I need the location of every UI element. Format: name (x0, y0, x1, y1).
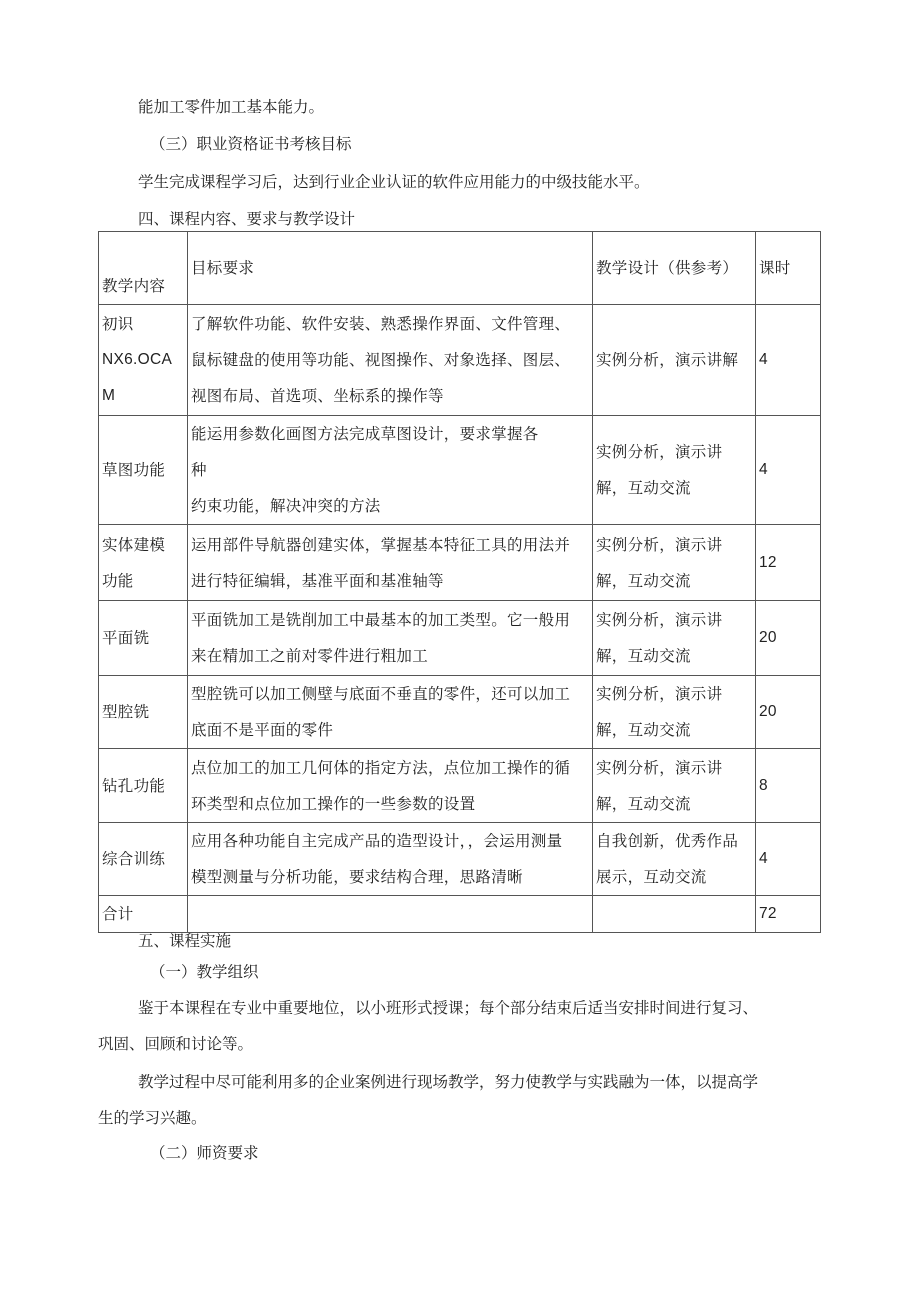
section-heading-certification: （三）职业资格证书考核目标 (150, 135, 352, 153)
row-hours: 4 (756, 416, 821, 525)
total-design-empty (593, 896, 756, 933)
content-line: 综合训练 (102, 850, 166, 868)
row-goal (188, 601, 593, 676)
design-line: 解，互动交流 (596, 479, 691, 497)
content-line: 平面铣 (102, 629, 150, 647)
content-line: 初识 (102, 315, 134, 333)
table-row (99, 525, 821, 601)
goal-line: 点位加工的加工几何体的指定方法，点位加工操作的循 (191, 758, 571, 777)
design-line: 实例分析，演示讲解 (596, 351, 739, 369)
row-goal (188, 823, 593, 896)
total-goal-empty (188, 896, 593, 933)
goal-line: 底面不是平面的零件 (191, 721, 334, 739)
row-content (99, 525, 188, 601)
content-line: 钻孔功能 (102, 776, 166, 795)
row-goal (188, 416, 593, 525)
design-line: 实例分析，演示讲 (596, 535, 723, 554)
subheading-teaching-organization: （一）教学组织 (150, 963, 259, 981)
goal-line: 环类型和点位加工操作的一些参数的设置 (191, 794, 476, 813)
goal-line: 能运用参数化画图方法完成草图设计，要求掌握各 (191, 425, 539, 443)
paragraph-certification: 学生完成课程学习后，达到行业企业认证的软件应用能力的中级技能水平。 (138, 173, 650, 191)
table-row (99, 749, 821, 823)
paragraph-organization-line: 巩固、回顾和讨论等。 (98, 1035, 254, 1053)
table-total-row (99, 896, 821, 933)
goal-line: 来在精加工之前对零件进行粗加工 (191, 647, 429, 665)
paragraph-continuation: 能加工零件加工基本能力。 (138, 98, 325, 116)
row-hours: 4 (756, 305, 821, 416)
row-content (99, 416, 188, 525)
design-line: 实例分析，演示讲 (596, 611, 723, 629)
design-line: 解，互动交流 (596, 571, 691, 590)
goal-line: 应用各种功能自主完成产品的造型设计，，会运用测量 (191, 832, 563, 850)
section-heading-implementation: 五、课程实施 (138, 932, 232, 950)
row-design (593, 823, 756, 896)
table-row (99, 676, 821, 749)
row-goal (188, 525, 593, 601)
subheading-faculty-requirements: （二）师资要求 (150, 1144, 259, 1162)
row-goal (188, 749, 593, 823)
goal-line: 种 (191, 461, 207, 479)
row-design (593, 416, 756, 525)
paragraph-organization-line: 鉴于本课程在专业中重要地位，以小班形式授课；每个部分结束后适当安排时间进行复习、 (138, 999, 759, 1017)
table-row (99, 416, 821, 525)
table-header-row (99, 232, 821, 305)
row-design (593, 305, 756, 416)
goal-line: 模型测量与分析功能，要求结构合理，思路清晰 (191, 868, 523, 886)
goal-line: 型腔铣可以加工侧壁与底面不垂直的零件，还可以加工 (191, 685, 571, 703)
row-design (593, 601, 756, 676)
row-content (99, 823, 188, 896)
goal-line: 视图布局、首选项、坐标系的操作等 (191, 387, 444, 405)
goal-line: 鼠标键盘的使用等功能、视图操作、对象选择、图层、 (191, 351, 571, 369)
goal-line: 了解软件功能、软件安装、熟悉操作界面、文件管理、 (191, 315, 571, 333)
header-goals: 目标要求 (188, 232, 593, 305)
content-line: 实体建模 (102, 535, 166, 554)
row-hours: 4 (756, 823, 821, 896)
row-hours: 20 (756, 601, 821, 676)
row-hours: 12 (756, 525, 821, 601)
design-line: 实例分析，演示讲 (596, 443, 723, 461)
design-line: 展示，互动交流 (596, 868, 707, 886)
design-line: 解，互动交流 (596, 647, 691, 665)
goal-line: 平面铣加工是铣削加工中最基本的加工类型。它一般用 (191, 611, 571, 629)
design-line: 实例分析，演示讲 (596, 685, 723, 703)
paragraph-teaching-process-line: 生的学习兴趣。 (98, 1109, 207, 1127)
goal-line: 约束功能，解决冲突的方法 (191, 497, 381, 515)
table-row (99, 823, 821, 896)
content-line: NX6.OCAM (102, 351, 173, 404)
header-teaching-design: 教学设计（供参考） (593, 232, 756, 305)
section-heading-course-content: 四、课程内容、要求与教学设计 (138, 210, 356, 228)
goal-line: 运用部件导航器创建实体，掌握基本特征工具的用法并 (191, 535, 571, 554)
course-content-table (98, 231, 821, 933)
table-row (99, 305, 821, 416)
table-row (99, 601, 821, 676)
goal-line: 进行特征编辑，基准平面和基准轴等 (191, 571, 444, 590)
design-line: 实例分析，演示讲 (596, 758, 723, 777)
content-line: 型腔铣 (102, 703, 150, 721)
row-design (593, 749, 756, 823)
header-hours: 课时 (756, 232, 821, 305)
header-teaching-content: 教学内容 (99, 232, 188, 305)
row-content (99, 601, 188, 676)
design-line: 自我创新，优秀作品 (596, 832, 739, 850)
content-line: 草图功能 (102, 461, 166, 479)
content-line: 功能 (102, 571, 134, 590)
row-design (593, 676, 756, 749)
row-content (99, 676, 188, 749)
paragraph-teaching-process-line: 教学过程中尽可能利用多的企业案例进行现场教学，努力使教学与实践融为一体，以提高学 (138, 1073, 759, 1091)
row-content (99, 749, 188, 823)
row-content (99, 305, 188, 416)
row-goal (188, 676, 593, 749)
row-design (593, 525, 756, 601)
design-line: 解，互动交流 (596, 794, 691, 813)
row-goal (188, 305, 593, 416)
row-hours: 20 (756, 676, 821, 749)
row-hours: 8 (756, 749, 821, 823)
total-hours: 72 (756, 896, 821, 933)
total-label: 合计 (99, 896, 188, 933)
design-line: 解，互动交流 (596, 721, 691, 739)
